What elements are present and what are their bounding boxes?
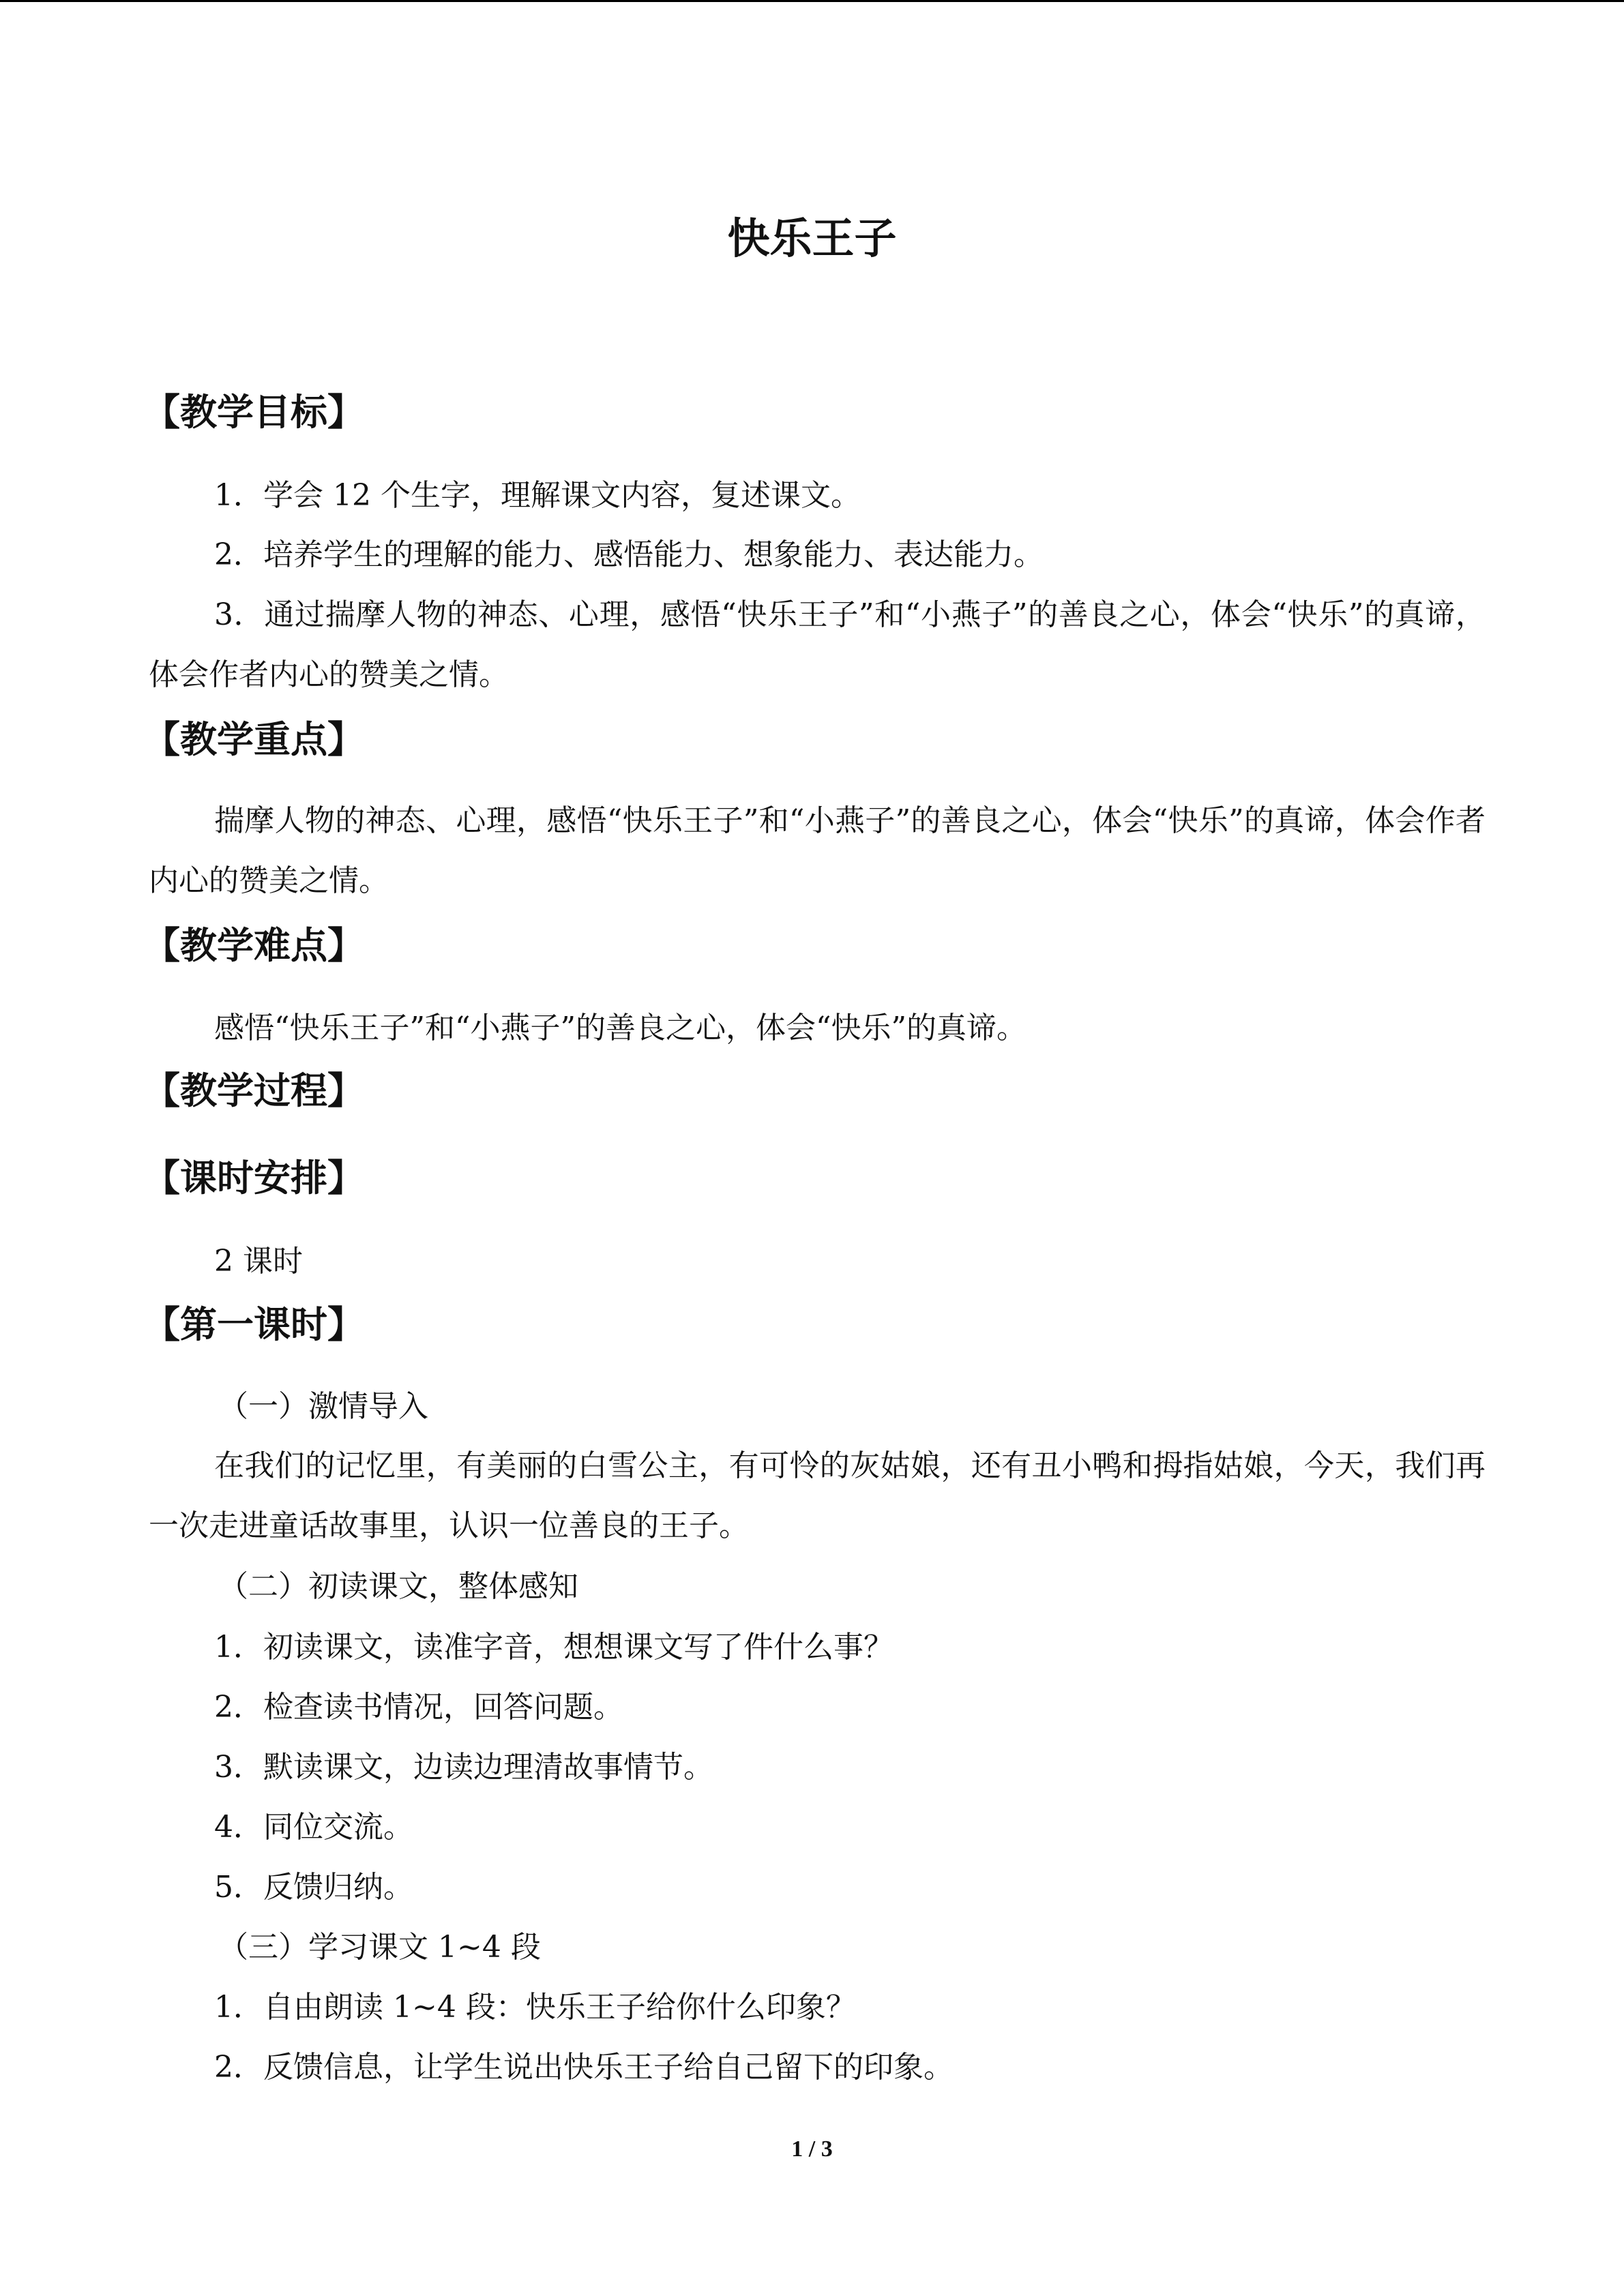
heading-first-lesson: 【第一课时】 (143, 1303, 364, 1346)
goal-item-1: 1．学会 12 个生字，理解课文内容，复述课文。 (214, 478, 861, 513)
heading-schedule: 【课时安排】 (143, 1157, 364, 1199)
part3-item-1: 1．自由朗读 1~4 段：快乐王子给你什么印象？ (214, 1990, 856, 2025)
goal-item-2: 2．培养学生的理解的能力、感悟能力、想象能力、表达能力。 (214, 537, 1044, 572)
difficulties-text: 感悟“快乐王子”和“小燕子”的善良之心，体会“快乐”的真谛。 (214, 1011, 1027, 1045)
heading-key-points: 【教学重点】 (143, 718, 364, 761)
top-border-line (0, 0, 1624, 2)
part1-text: 在我们的记忆里，有美丽的白雪公主，有可怜的灰姑娘，还有丑小鸭和拇指姑娘，今天，我们再一次走进童话故事里，认识一位善良的王子。 (149, 1448, 1486, 1543)
part2-item-2: 2．检查读书情况，回答问题。 (214, 1690, 623, 1725)
part3-title: （三）学习课文 1~4 段 (218, 1930, 541, 1965)
heading-difficulties: 【教学难点】 (143, 924, 364, 967)
goal-item-3: 3．通过揣摩人物的神态、心理，感悟“快乐王子”和“小燕子”的善良之心，体会“快乐”的真谛，体会作者内心的赞美之情。 (149, 597, 1486, 692)
page-number: 1 / 3 (791, 2136, 833, 2162)
part2-item-3: 3．默读课文，边读边理清故事情节。 (214, 1750, 713, 1785)
document-title: 快乐王子 (727, 213, 897, 263)
key-points-text: 揣摩人物的神态、心理，感悟“快乐王子”和“小燕子”的善良之心，体会“快乐”的真谛，体会作者内心的赞美之情。 (149, 803, 1486, 898)
part2-item-5: 5．反馈归纳。 (214, 1870, 413, 1905)
part1-title: （一）激情导入 (218, 1389, 428, 1424)
part2-item-4: 4．同位交流。 (214, 1810, 413, 1845)
schedule-text: 2 课时 (214, 1244, 303, 1279)
part2-title: （二）初读课文，整体感知 (218, 1569, 578, 1604)
heading-teaching-process: 【教学过程】 (143, 1069, 364, 1112)
part3-item-2: 2．反馈信息，让学生说出快乐王子给自己留下的印象。 (214, 2050, 954, 2085)
part2-item-1: 1．初读课文，读准字音，想想课文写了件什么事？ (214, 1630, 894, 1665)
heading-teaching-goals: 【教学目标】 (143, 391, 364, 434)
